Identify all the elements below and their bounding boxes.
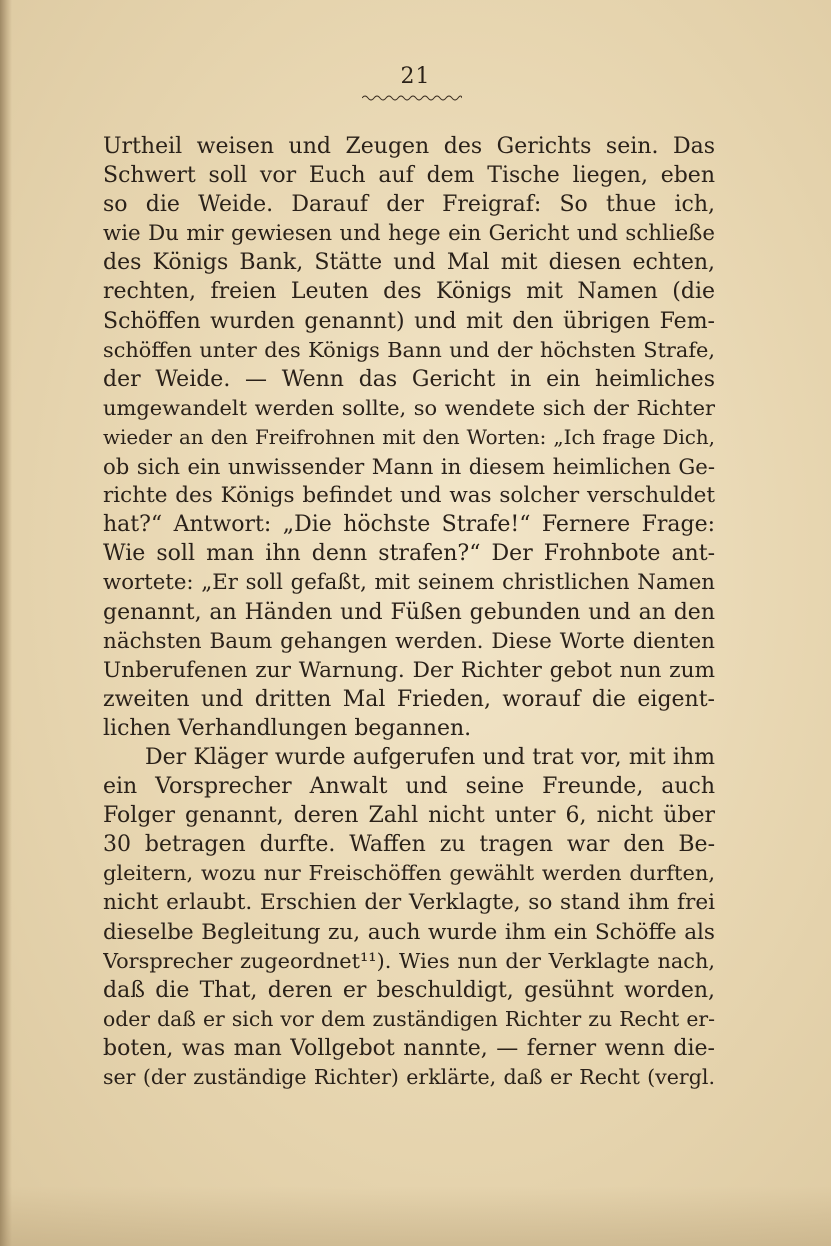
text-line: gleitern, wozu nur Freischöffen gewählt werden durften, bbox=[103, 861, 715, 886]
text-line: zweiten und dritten Mal Frieden, worauf die eigent- bbox=[103, 686, 715, 712]
text-line: Wie soll man ihn denn strafen?“ Der Frohnbote ant- bbox=[103, 541, 715, 567]
text-line: boten, was man Vollgebot nannte, — ferner wenn die- bbox=[103, 1035, 715, 1061]
text-line: dieselbe Begleitung zu, auch wurde ihm ein Schöffe als bbox=[103, 919, 715, 945]
text-line: Schwert soll vor Euch auf dem Tische liegen, eben bbox=[103, 163, 715, 189]
text-line: Folger genannt, deren Zahl nicht unter 6, nicht über bbox=[103, 803, 715, 829]
page-number: 21 bbox=[400, 64, 431, 89]
text-line: daß die That, deren er beschuldigt, gesühnt worden, bbox=[103, 977, 715, 1003]
text-line: schöffen unter des Königs Bann und der höchsten Strafe, bbox=[103, 337, 715, 362]
text-line: 30 betragen durfte. Waffen zu tragen war den Be- bbox=[103, 832, 715, 858]
text-line: nicht erlaubt. Erschien der Verklagte, so stand ihm frei bbox=[103, 890, 715, 916]
text-line: umgewandelt werden sollte, so wendete sich der Richter bbox=[103, 395, 715, 420]
text-line: genannt, an Händen und Füßen gebunden und an den bbox=[103, 599, 715, 625]
text-line: ein Vorsprecher Anwalt und seine Freunde, auch bbox=[103, 774, 715, 800]
text-line: hat?“ Antwort: „Die höchste Strafe!“ Fernere Frage: bbox=[103, 512, 715, 538]
text-line: der Weide. — Wenn das Gericht in ein heimliches bbox=[103, 366, 715, 392]
text-line: ser (der zuständige Richter) erklärte, daß er Recht (vergl. bbox=[103, 1065, 715, 1089]
text-line: nächsten Baum gehangen werden. Diese Worte dienten bbox=[103, 628, 715, 654]
text-line: so die Weide. Darauf der Freigraf: So thue ich, bbox=[103, 192, 715, 218]
text-body bbox=[103, 132, 715, 1092]
text-line: Urtheil weisen und Zeugen des Gerichts sein. Das bbox=[103, 134, 715, 159]
text-line: richte des Königs befindet und was solcher verschuldet bbox=[103, 483, 715, 509]
paragraph-1 bbox=[103, 132, 715, 743]
text-line: rechten, freien Leuten des Königs mit Namen (die bbox=[103, 279, 715, 305]
text-line: wieder an den Freifrohnen mit den Worten: „Ich frage Dich, bbox=[103, 425, 715, 449]
wavy-rule-ornament bbox=[362, 94, 462, 102]
text-line: Schöffen wurden genannt) und mit den übrigen Fem- bbox=[103, 308, 715, 334]
text-line: wortete: „Er soll gefaßt, mit seinem christlichen Namen bbox=[103, 570, 715, 596]
paragraph-2 bbox=[103, 743, 715, 1092]
text-line: oder daß er sich vor dem zuständigen Richter zu Recht er- bbox=[103, 1006, 715, 1031]
text-line: lichen Verhandlungen begannen. bbox=[103, 715, 472, 741]
text-line: Unberufenen zur Warnung. Der Richter gebot nun zum bbox=[103, 657, 715, 683]
text-line: wie Du mir gewiesen und hege ein Gericht und schließe bbox=[103, 221, 715, 247]
text-line: ob sich ein unwissender Mann in diesem heimlichen Ge- bbox=[103, 454, 715, 480]
text-line: Der Kläger wurde aufgerufen und trat vor, mit ihm bbox=[145, 744, 715, 770]
text-line: Vorsprecher zugeordnet¹¹). Wies nun der Verklagte nach, bbox=[103, 948, 715, 973]
text-line: des Königs Bank, Stätte und Mal mit diesen echten, bbox=[103, 250, 715, 276]
page-bottom-shade bbox=[0, 1186, 831, 1246]
page-left-edge-shadow bbox=[0, 0, 12, 1246]
